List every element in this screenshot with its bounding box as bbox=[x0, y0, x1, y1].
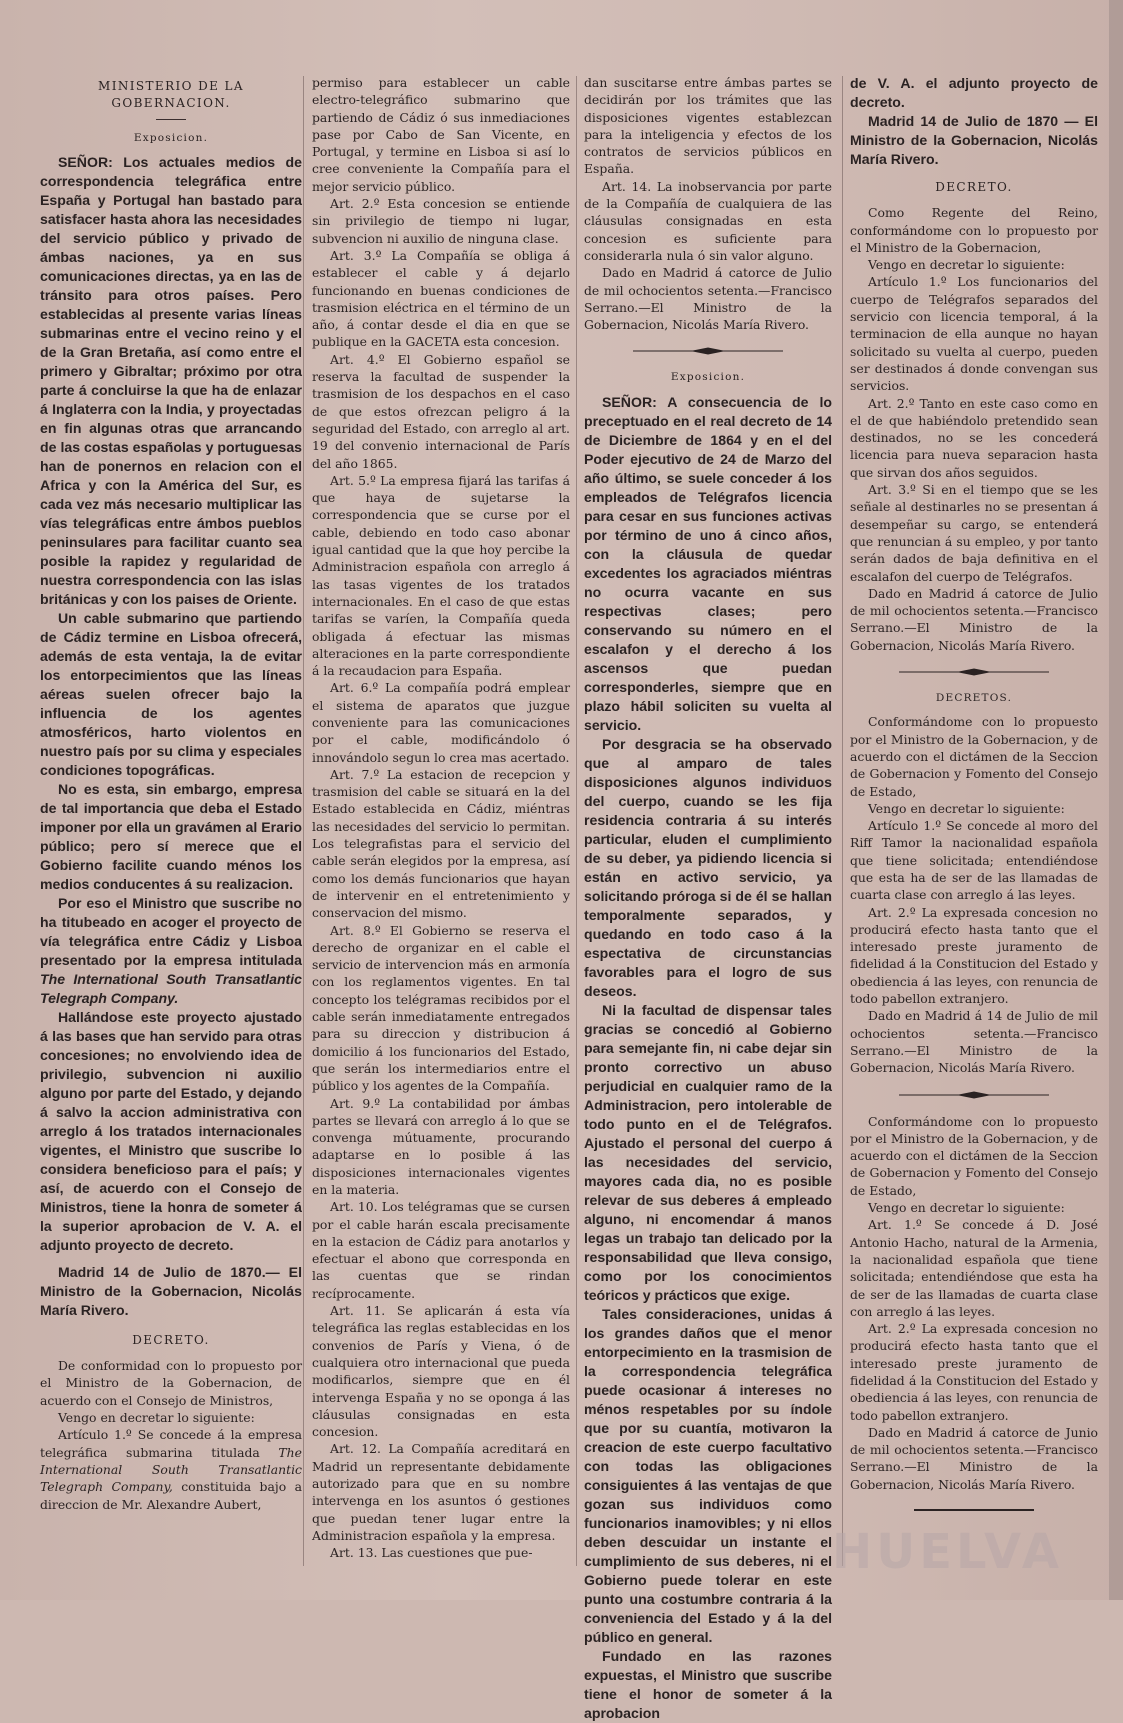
company-name: The International South Transatlantic Telegraph Company, bbox=[40, 1444, 302, 1495]
section-heading: Exposicion. bbox=[133, 131, 209, 144]
article: Art. 7.º La estacion de recepcion y trasmision del cable se situará en la del Estado establecida en Cádiz, miéntras las necesidades del servicio lo permitan. Los telegrafistas para el servicio del cable serán elegidos por la empresa, así como los demás funcionarios que hayan de intervenir en el entretenimiento y conservacion del mismo. bbox=[312, 766, 570, 921]
signature-date: Madrid 14 de Julio de 1870.— El Ministro de la Gobernacion, Nicolás María Rivero. bbox=[40, 1263, 302, 1318]
archive-watermark: HUELVA bbox=[832, 1524, 1063, 1580]
paragraph: SEÑOR: Los actuales medios de correspondencia telegráfica entre España y Portugal han bastado para satisfacer hasta ahora las necesidades del servicio público y privado de ámbas naciones, ya en sus comunicaciones directas, ya en las de tránsito para otros países. Pero establecidas al presente varias líneas submarinas entre el vecino reino y el de la Gran Bretaña, así como entre el primero y Gibraltar; próximo por otra parte á concluirse la que ha de enlazar á Inglaterra con la India, y proyectadas en fin algunas otras que arrancando de las costas españolas y portuguesas han de ponernos en relacion con el Africa y con la América del Sur, es cada vez más necesario multiplicar las vías telegráficas entre ámbos pueblos peninsulares para facilitar cuanto sea posible la rapidez y regularidad de nuestra correspondencia con las islas británicas y con los paises de Oriente. bbox=[40, 153, 302, 607]
article: Art. 11. Se aplicarán á esta vía telegráfica las reglas establecidas en los convenios de París y Viena, ó de cualquiera otro internacional que pueda modificarlos, siempre que en él intervenga España y no se oponga á las cláusulas consignadas en esta concesion. bbox=[312, 1303, 570, 1440]
paragraph: Vengo en decretar lo siguiente: bbox=[868, 257, 1065, 273]
column-3 bbox=[584, 74, 832, 1723]
article: Art. 13. Las cuestiones que pue- bbox=[330, 1545, 533, 1561]
paragraph: Ni la facultad de dispensar tales gracias se concedió al Gobierno para semejante fin, ni cabe dejar sin pronto correctivo un abuso perjudicial en cualquier ramo de la Administracion, pero intolerable de todo punto en el de Telégrafos. Ajustado el personal del cuerpo á las necesidades del servicio, mayores cada dia, no es posible relevar de sus deberes á empleado alguno, ni encomendar á manos legas un trabajo tan delicado por la responsabilidad que lleva consigo, como por los conocimientos teóricos y prácticos que exige. bbox=[584, 1001, 832, 1303]
paragraph: No es esta, sin embargo, empresa de tal importancia que deba el Estado imponer por ella un gravámen al Erario público; pero sí merece que el Gobierno facilite cuando ménos los medios conducentes á su realizacion. bbox=[40, 780, 302, 892]
column-rule bbox=[842, 76, 843, 1566]
paragraph: Un cable submarino que partiendo de Cádiz termine en Lisboa ofrecerá, además de esta ventaja, la de evitar los entorpecimientos que las líneas aéreas suelen ofrecer bajo la influencia de los agentes atmosféricos, harto violentos en nuestro país por su clima y especiales condiciones topográficas. bbox=[40, 609, 302, 778]
decree-title: DECRETO. bbox=[935, 180, 1013, 194]
paragraph: SEÑOR: A consecuencia de lo preceptuado en el real decreto de 14 de Diciembre de 1864 y en el del Poder ejecutivo de 24 de Marzo del año último, se suele conceder á los empleados de Telégrafos licencia para cesar en sus funciones activas por término de uno á cinco años, con la cláusula de quedar excedentes los agraciados miéntras no ocurra vacante en sus respectivas clases; pero conservando su número en el escalafon y el derecho á los ascensos que puedan corresponderles, siempre que en plazo hábil soliciten su vuelta al servicio. bbox=[584, 393, 832, 733]
article: Art. 6.º La compañía podrá emplear el sistema de aparatos que juzgue conveniente para las comunicaciones por el cable, modificándolo ó innovándolo segun lo crea mas acertado. bbox=[312, 680, 570, 765]
article: Art. 9.º La contabilidad por ámbas partes se llevará con arreglo á lo que se convenga mútuamente, procurando adaptarse en lo posible á las disposiciones internacionales vigentes en la materia. bbox=[312, 1095, 570, 1197]
paragraph: de V. A. el adjunto proyecto de decreto. bbox=[850, 75, 1098, 110]
column-4 bbox=[850, 74, 1098, 1527]
column-2 bbox=[312, 74, 570, 1562]
paragraph: permiso para establecer un cable electro-telegráfico submarino que partiendo de Cádiz ó sus inmediaciones pase por Cabo de San Vicente, en Portugal, y termine en Lisboa si así lo cree conveniente la Compañía para el mejor servicio público. bbox=[312, 75, 570, 194]
article: Art. 14. La inobservancia por parte de la Compañía de cualquiera de las cláusulas consignadas en esta concesion es suficiente para considerarla nula ó sin valor alguno. bbox=[584, 178, 832, 263]
article: Art. 4.º El Gobierno español se reserva la facultad de suspender la trasmision de los despachos en el caso de que estos ofrezcan peligro á la seguridad del Estado, con arreglo al art. 19 del convenio internacional de París del año 1865. bbox=[312, 351, 570, 471]
page-edge bbox=[1109, 0, 1123, 1600]
article: Art. 3.º Si en el tiempo que se les señale al destinarles no se presentan á desempeñar su cargo, se entenderá que renuncian á su empleo, y por tanto serán dados de baja definitiva en el escalafon del cuerpo de Telégrafos. bbox=[850, 482, 1098, 584]
article: Art. 3.º La Compañía se obliga á establecer el cable y á dejarlo funcionando en buenas condiciones de trasmision eléctrica en el término de un año, á contar desde el dia en que se publique en la GACETA esta concesion. bbox=[312, 247, 570, 350]
paragraph-text: Artículo 1.º Se concede á la empresa telegráfica submarina titulada bbox=[40, 1427, 302, 1460]
article: Art. 12. La Compañía acreditará en Madrid un representante debidamente autorizado para que en su nombre intervenga en los asuntos ó gestiones que puedan tener lugar entre la Administracion española y la empresa. bbox=[312, 1441, 570, 1543]
article: Art. 2.º Tanto en este caso como en el de que habiéndolo pretendido sean destinados, no se les concederá licencia para nueva separacion hasta que sirvan dos años seguidos. bbox=[850, 395, 1098, 480]
article: Art. 2.º La expresada concesion no producirá efecto hasta tanto que el interesado preste juramento de fidelidad á la Constitucion del Estado y obediencia á las leyes, con renuncia de todo pabellon extranjero. bbox=[850, 1321, 1098, 1423]
paragraph: Como Regente del Reino, conformándome con lo propuesto por el Ministro de la Gobernacion, bbox=[850, 205, 1098, 255]
article: Artículo 1.º Los funcionarios del cuerpo de Telégrafos separados del servicio con licencia temporal, á la terminacion de ella aunque no hayan solicitado su vuelta al cuerpo, pueden ser destinados á donde convengan sus servicios. bbox=[850, 274, 1098, 394]
column-rule bbox=[303, 76, 304, 1566]
ornament-divider bbox=[899, 1091, 1049, 1099]
signature-date: Dado en Madrid á 14 de Julio de mil ochocientos setenta.—Francisco Serrano.—El Ministro de la Gobernacion, Nicolás María Rivero. bbox=[850, 1008, 1098, 1076]
paragraph: De conformidad con lo propuesto por el Ministro de la Gobernacion, de acuerdo con el Consejo de Ministros, bbox=[40, 1358, 302, 1408]
paragraph: Conformándome con lo propuesto por el Ministro de la Gobernacion, y de acuerdo con el dictámen de la Seccion de Gobernacion y Fomento del Consejo de Estado, bbox=[850, 1113, 1098, 1198]
column-1 bbox=[40, 74, 302, 1513]
paragraph: Por desgracia se ha observado que al amparo de tales disposiciones algunos individuos del cuerpo, cuando se les fija residencia contraria á su interés particular, eluden el cumplimiento de su deber, ya pidiendo licencia si están en activo servicio, ya solicitando próroga si de él se hallan temporalmente separados, y quedando en todo caso á la espectativa de circunstancias favorables para el logro de sus deseos. bbox=[584, 735, 832, 999]
paragraph: dan suscitarse entre ámbas partes se decidirán por los trámites que las disposiciones vigentes establezcan para la inteligencia y efectos de los contratos de servicios públicos en España. bbox=[584, 75, 832, 177]
paragraph bbox=[40, 1426, 302, 1512]
paragraph: Hallándose este proyecto ajustado á las bases que han servido para otras concesiones; no envolviendo idea de privilegio, subvencion ni auxilio alguno por parte del Estado, y dejando á salvo la accion administrativa con arreglo á los tratados internacionales vigentes, el Ministro que suscribe lo considera beneficioso para el país; y así, de acuerdo con el Consejo de Ministros, tiene la honra de someter á la superior aprobacion de V. A. el adjunto proyecto de decreto. bbox=[40, 1008, 302, 1253]
paragraph bbox=[40, 894, 302, 1008]
paragraph-text: Por eso el Ministro que suscribe no ha titubeado en acoger el proyecto de vía telegráfica entre Cádiz y Lisboa presentado por la empresa intitulada bbox=[40, 894, 302, 968]
ornament-divider bbox=[899, 668, 1049, 676]
article: Art. 1.º Se concede á D. José Antonio Hacho, natural de la Armenia, la nacionalidad española que tiene solicitada; entendiéndose que esta ha de ser de las llamadas de cuarta clase con arreglo á las leyes. bbox=[850, 1217, 1098, 1319]
paragraph: Conformándome con lo propuesto por el Ministro de la Gobernacion, y de acuerdo con el dictámen de la Seccion de Gobernacion y Fomento del Consejo de Estado, bbox=[850, 714, 1098, 799]
paragraph: Vengo en decretar lo siguiente: bbox=[868, 800, 1065, 816]
article: Art. 10. Los telégramas que se cursen por el cable harán escala precisamente en la estacion de Cádiz para anotarlos y efectuar el abono que corresponda en las cuentas que se rindan recíprocamente. bbox=[312, 1199, 570, 1301]
ornament-divider bbox=[633, 347, 783, 355]
signature-date: Dado en Madrid á catorce de Julio de mil ochocientos setenta.—Francisco Serrano.—El Ministro de la Gobernacion, Nicolás María Rivero. bbox=[850, 585, 1098, 653]
signature-date: Dado en Madrid á catorce de Junio de mil ochocientos setenta.—Francisco Serrano.—El Ministro de la Gobernacion, Nicolás María Rivero. bbox=[850, 1424, 1098, 1492]
paragraph: Vengo en decretar lo siguiente: bbox=[868, 1200, 1065, 1216]
decree-title: DECRETO. bbox=[132, 1332, 210, 1347]
ornament-divider bbox=[914, 1507, 1034, 1513]
section-heading: DECRETOS. bbox=[935, 692, 1013, 705]
signature-date: Dado en Madrid á catorce de Julio de mil ochocientos setenta.—Francisco Serrano.—El Ministro de la Gobernacion, Nicolás María Rivero. bbox=[584, 265, 832, 333]
section-heading: Exposicion. bbox=[670, 371, 746, 384]
paragraph: Fundado en las razones expuestas, el Ministro que suscribe tiene el honor de someter á la aprobacion bbox=[584, 1647, 832, 1721]
divider bbox=[156, 119, 186, 120]
ministry-heading: MINISTERIO DE LA GOBERNACION. bbox=[98, 79, 244, 111]
article: Art. 8.º El Gobierno se reserva el derecho de organizar en el cable el servicio de intervencion más en armonía con los reglamentos vigentes. En tal concepto los telégramas recibidos por el cable serán inmediatamente entregados para su direccion y distribucion á domicilio á los funcionarios del Estado, que serán los intermediarios entre el público y los agentes de la Compañía. bbox=[312, 922, 570, 1094]
signature-date: Madrid 14 de Julio de 1870 — El Ministro de la Gobernacion, Nicolás María Rivero. bbox=[850, 113, 1098, 167]
article: Art. 2.º La expresada concesion no producirá efecto hasta tanto que el interesado preste juramento de fidelidad á la Constitucion del Estado y obediencia á las leyes, con renuncia de todo pabellon extranjero. bbox=[850, 904, 1098, 1007]
paragraph: Tales consideraciones, unidas á los grandes daños que el menor entorpecimiento en la trasmision de la correspondencia telegráfica puede ocasionar á intereses no ménos respetables por su índole que por su cuantía, motivaron la creacion de este cuerpo facultativo con todas las obligaciones consiguientes á las ventajas de que gozan sus individuos como funcionarios inamovibles; y ni ellos deben descuidar un instante el cumplimiento de sus deberes, ni el Gobierno puede tolerar en este punto una costumbre contraria á la conveniencia del Estado y á la del público en general. bbox=[584, 1305, 832, 1645]
company-name: The International South Transatlantic Telegraph Company. bbox=[40, 970, 302, 1006]
article: Art. 5.º La empresa fijará las tarifas á que haya de sujetarse la correspondencia que se curse por el cable, debiendo en todo caso abonar igual cantidad que la que hoy percibe la Administracion española con arreglo á las tasas vigentes de los tratados internacionales. En el caso de que estas tarifas se varíen, la Compañía queda obligada á efectuar las mismas alteraciones en la parte correspondiente á la recaudacion para España. bbox=[312, 472, 570, 679]
paragraph: Vengo en decretar lo siguiente: bbox=[58, 1410, 255, 1426]
article: Artículo 1.º Se concede al moro del Riff Tamor la nacionalidad española que tiene solicitada; entendiéndose que esta ha de ser de las llamadas de cuarta clase con arreglo á las leyes. bbox=[850, 818, 1098, 903]
column-rule bbox=[576, 76, 577, 1566]
article: Art. 2.º Esta concesion se entiende sin privilegio de tiempo ni lugar, subvencion ni auxilio de ninguna clase. bbox=[312, 196, 570, 246]
paragraph-text: constituida bajo a direccion de Mr. Alexandre Aubert, bbox=[40, 1479, 302, 1512]
